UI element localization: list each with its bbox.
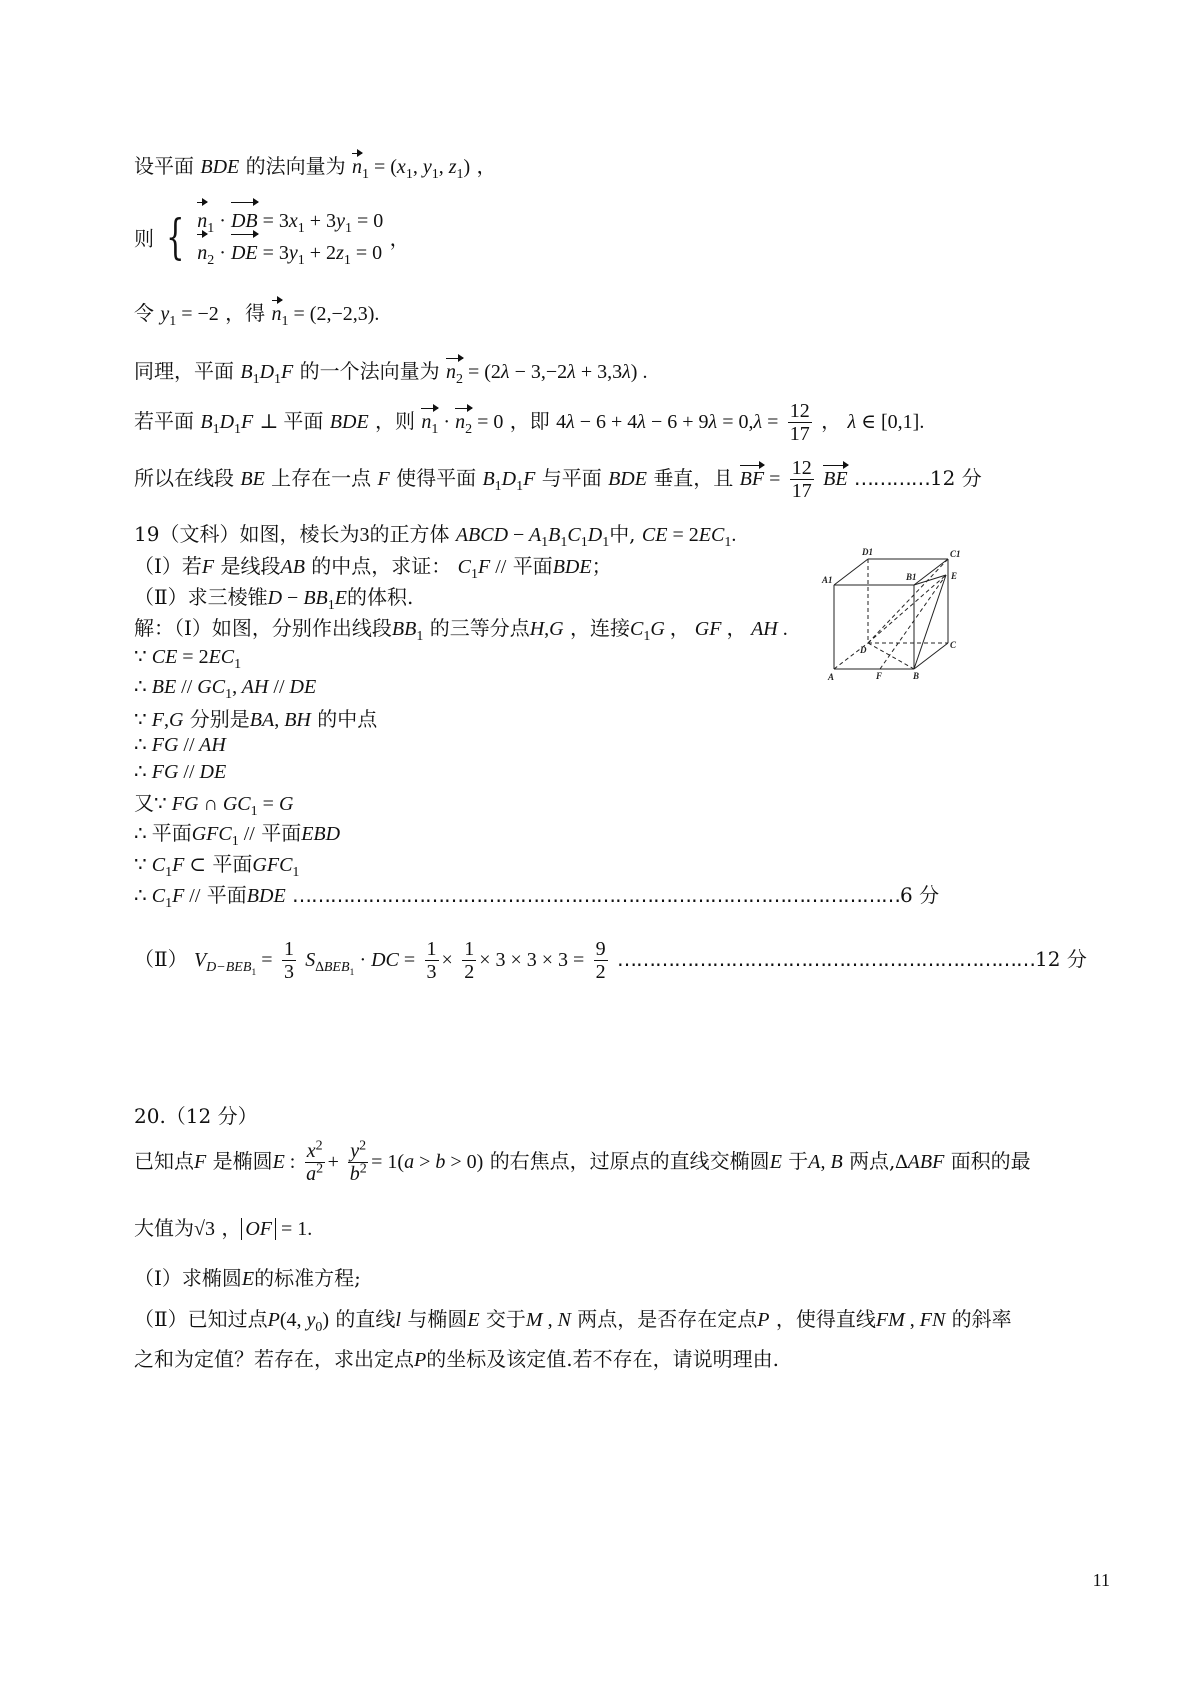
math: $n_2 = (2\lambda - 3,-2\lambda + 3,3\lambda)$: [445, 361, 638, 387]
text: 中,: [609, 522, 636, 546]
math: $n_1 = (x_1$, $y_1$, $z_1$): [351, 156, 471, 182]
text: ，: [221, 1216, 242, 1240]
label-b: B: [913, 671, 920, 681]
math: F: [377, 468, 390, 490]
fraction: $\frac{1}{3}$: [283, 938, 294, 983]
math: $GFC_1$ //: [191, 823, 255, 849]
math: CE = $2EC_1$: [641, 524, 732, 550]
math: AB: [280, 556, 305, 578]
text: 20.（12 分）: [134, 1104, 258, 1128]
line-solution-start: [134, 612, 788, 644]
text: （Ⅱ）已知过点: [134, 1307, 268, 1331]
text: ，即: [509, 409, 550, 433]
text: 则: [134, 226, 154, 251]
line-subset: [134, 848, 300, 880]
math: BA, BH: [249, 709, 311, 731]
math: E :: [272, 1151, 296, 1173]
text: 平面: [512, 554, 553, 578]
line-q19-part1: [134, 550, 612, 582]
math: M , N: [525, 1309, 571, 1331]
fraction: $\frac{12}{17}$: [789, 400, 810, 445]
label-c1: C1: [950, 549, 961, 559]
line-volume: [134, 938, 1087, 983]
label-d: D: [860, 645, 867, 655]
text: ，使得直线: [775, 1307, 876, 1331]
label-d1: D1: [862, 547, 873, 557]
fraction: $\frac{1}{3}$: [426, 938, 437, 983]
text: 的体积.: [346, 585, 414, 609]
math: $B_1D_1F$: [482, 468, 536, 494]
text: 两点,: [849, 1149, 896, 1173]
text: 设平面: [134, 154, 194, 178]
text: 面积的最: [950, 1149, 1031, 1173]
text: 的三等分点: [429, 616, 530, 640]
leader-dots: ……………………………………………………………………………………: [292, 883, 901, 907]
text: 使得平面: [396, 466, 477, 490]
page-number: 11: [1092, 1570, 1110, 1590]
math: ∆ABF: [895, 1151, 945, 1173]
text: 解：（Ⅰ）如图，分别作出线段: [134, 616, 392, 640]
line-q19-title: [134, 518, 737, 550]
leader-dots: …………………………………………………………: [617, 947, 1036, 971]
text: 的中点，求证：: [311, 554, 452, 578]
math: $y_1 = -2$: [160, 303, 219, 329]
math: $C_1G$ ， GF ， AH .: [629, 618, 788, 644]
text: 所以在线段: [134, 466, 234, 490]
line-q20-max: [134, 1212, 312, 1241]
text: .: [374, 303, 380, 325]
score-label: 6 分: [900, 883, 940, 907]
text: ，: [389, 226, 410, 251]
text: 是线段: [220, 554, 281, 578]
line-plane-parallel: [134, 817, 341, 849]
fraction: $\frac{9}{2}$: [595, 938, 606, 983]
math: BDE: [608, 468, 647, 490]
math: BDE: [552, 556, 592, 578]
math: E: [769, 1151, 782, 1173]
math: H,G: [529, 618, 564, 640]
text: （Ⅱ）求三棱锥: [134, 585, 268, 609]
text: 平面: [283, 409, 324, 433]
math: ⊥: [259, 411, 284, 433]
label-f: F: [876, 671, 883, 681]
text: 于: [788, 1149, 809, 1173]
text: 与平面: [541, 466, 602, 490]
label-b1: B1: [906, 572, 917, 582]
line-therefore-parallel: ∴ BE // $GC_1$, AH // DE: [134, 676, 317, 702]
fraction: $\frac{x^2}{a^2}$: [306, 1138, 324, 1185]
math: $BB_1$: [391, 618, 424, 644]
text: 分别是: [189, 707, 250, 731]
math: BE: [823, 468, 848, 490]
text: 与椭圆: [407, 1307, 468, 1331]
brace-icon: {: [166, 209, 185, 265]
text: ；: [591, 554, 612, 578]
text: 大值为: [134, 1216, 194, 1240]
math: F: [201, 556, 215, 578]
math: ∴: [134, 823, 152, 845]
math: EBD: [301, 823, 341, 845]
math: √3: [194, 1218, 215, 1240]
line-conclusion-part1: [134, 879, 940, 911]
leader-dots: …………: [853, 466, 930, 490]
line-fg-de: ∴ FG // DE: [134, 761, 227, 783]
line-q20-part1: [134, 1262, 361, 1291]
label-e: E: [951, 571, 958, 581]
text: ，得: [225, 301, 266, 325]
math: OF = 1.: [241, 1218, 312, 1240]
text: 垂直，且: [653, 466, 734, 490]
math: ∵ F,G: [134, 709, 184, 731]
math: $V_{D-BEB_1}$ =: [193, 949, 273, 978]
math: ×: [441, 949, 453, 971]
text: 的正方体: [369, 522, 450, 546]
math: BE: [240, 468, 265, 490]
math: BF =: [739, 468, 781, 490]
text: ，则: [375, 409, 416, 433]
text: ，: [476, 154, 497, 178]
text: 的标准方程;: [254, 1266, 361, 1290]
text: 的一个法向量为: [299, 359, 440, 383]
text: 两点，是否存在定点: [577, 1307, 758, 1331]
math: $B_1D_1F$: [200, 411, 254, 437]
math: λ ∈ [0,1]: [847, 411, 920, 433]
text: （Ⅰ）若: [134, 554, 202, 578]
line-equation-system: [134, 205, 410, 269]
math: FM , FN: [875, 1309, 946, 1331]
line-q20-title: [134, 1100, 258, 1129]
line-q20-part2: [134, 1303, 1012, 1335]
text: 交于: [485, 1307, 526, 1331]
line-conclusion-bf: [134, 457, 982, 502]
line-because-ce: ∵ CE = $2EC_1$: [134, 646, 242, 672]
line-perpendicular-condition: [134, 400, 924, 445]
math: ∵ FG ∩ $GC_1 = G$: [154, 793, 294, 819]
text: ，: [821, 409, 842, 433]
text: .: [731, 524, 737, 546]
equation-system: $n_1$ · DB = $3x_1 + 3y_1 = 0$ $n_2$ · DE = $3y_1 + 2z_1 = 0$: [197, 205, 383, 269]
line-intersection: [134, 787, 294, 819]
text: 上存在一点: [271, 466, 372, 490]
line-similarly: [134, 355, 648, 387]
text: 已知点: [134, 1149, 194, 1173]
math: ∵ $C_1F$ ⊂: [134, 854, 207, 880]
math: = 1(a > b > 0): [371, 1151, 484, 1173]
math: E: [241, 1268, 255, 1290]
fraction: $\frac{1}{2}$: [464, 938, 475, 983]
line-fg-ah: ∴ FG // AH: [134, 734, 226, 756]
text: 同理，平面: [134, 359, 234, 383]
text: 之和为定值？若存在，求出定点: [134, 1347, 414, 1371]
fraction: $\frac{y^2}{b^2}$: [349, 1138, 367, 1185]
line-let-y1: [134, 297, 380, 329]
math: ∴ $C_1F$ //: [134, 885, 201, 911]
math: $S_{\Delta BEB_1}$ · DC =: [305, 949, 416, 978]
text: 的中点: [317, 707, 378, 731]
text: 是椭圆: [212, 1149, 273, 1173]
math: $n_1 \cdot n_2 = 0$: [421, 411, 504, 437]
math: ABCD − $A_1B_1C_1D_1$: [455, 524, 610, 550]
math: E: [467, 1309, 480, 1331]
math: $C_1F$ //: [457, 556, 507, 582]
line-q19-part2: [134, 581, 414, 613]
line-q20-part2-cont: [134, 1343, 779, 1372]
math: A, B: [808, 1151, 843, 1173]
math: 4λ − 6 + 4λ − 6 + 9λ = 0,λ =: [556, 411, 779, 433]
cube-figure: [820, 545, 970, 685]
text: 19（文科）如图，棱长为: [134, 522, 360, 546]
text: 若平面: [134, 409, 194, 433]
line-q20-statement: [134, 1140, 1031, 1185]
text: 的直线: [335, 1307, 396, 1331]
text: 平面: [206, 883, 247, 907]
text: 平面: [151, 821, 192, 845]
line-normal-vector-bde: [134, 150, 497, 182]
math: $GFC_1$: [252, 854, 300, 880]
text: 的坐标及该定值.若不存在，请说明理由.: [426, 1347, 779, 1371]
score-label: 12 分: [1035, 947, 1087, 971]
text: 令: [134, 301, 154, 325]
math: P(4, $y_0$): [267, 1309, 330, 1335]
math: +: [327, 1151, 339, 1173]
math: $B_1D_1F$: [240, 361, 294, 387]
math: BDE: [200, 156, 240, 178]
text: 的右焦点，过原点的直线交椭圆: [489, 1149, 770, 1173]
math: P: [757, 1309, 770, 1331]
label-c: C: [950, 640, 957, 650]
score-label: 12 分: [929, 466, 982, 490]
label-a: A: [828, 672, 835, 682]
math: BDE: [329, 411, 369, 433]
text: ，连接: [569, 616, 630, 640]
line-midpoints: [134, 703, 377, 732]
math: l: [395, 1309, 401, 1331]
text: （Ⅱ）: [134, 947, 188, 971]
text: 的法向量为: [245, 154, 346, 178]
label-a1: A1: [822, 575, 833, 585]
text: 又: [134, 791, 154, 815]
text: 平面: [261, 821, 302, 845]
text: 的斜率: [951, 1307, 1012, 1331]
text: （Ⅰ）求椭圆: [134, 1266, 242, 1290]
text: .: [919, 411, 925, 433]
math: F: [194, 1151, 207, 1173]
text: 平面: [212, 852, 253, 876]
text: .: [637, 361, 648, 383]
math: BDE: [246, 885, 286, 907]
math: × 3 × 3 × 3 =: [479, 949, 585, 971]
math: $D - BB_1E$: [267, 587, 347, 613]
math: $n_1 = (2,-2,3)$: [271, 303, 375, 329]
math: 3: [359, 524, 370, 546]
math: P: [414, 1349, 427, 1371]
fraction: $\frac{12}{17}$: [791, 457, 812, 502]
